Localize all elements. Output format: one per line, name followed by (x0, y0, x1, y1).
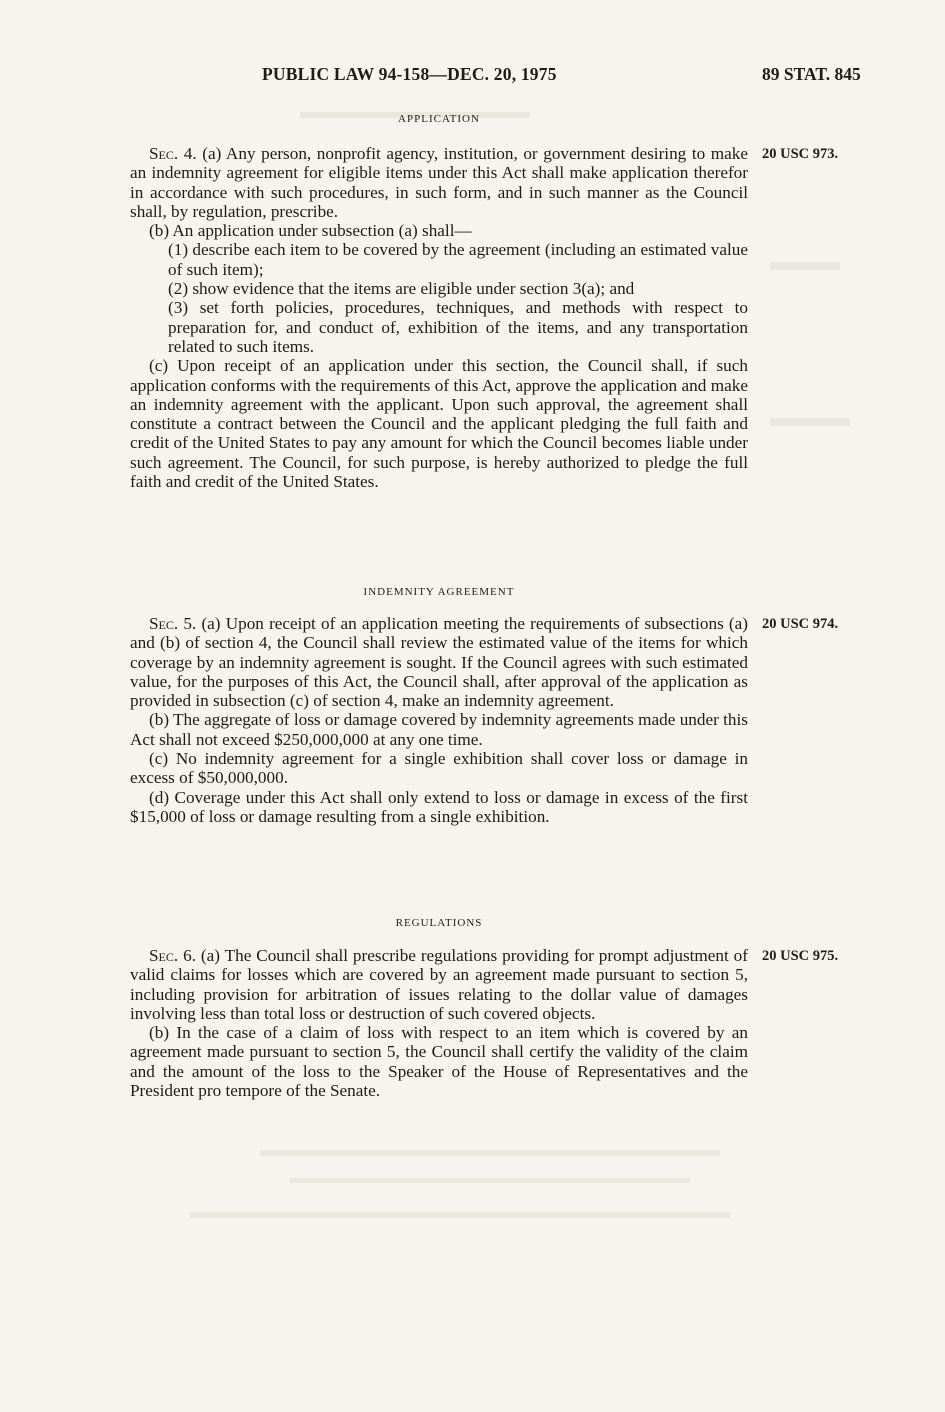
section-5-body (130, 614, 748, 826)
section-4-b1: (1) describe each item to be covered by the agreement (including an estimated value of such item); (168, 240, 748, 279)
section-6-a (130, 946, 748, 1023)
section-5-d: (d) Coverage under this Act shall only extend to loss or damage in excess of the first $15,000 of loss or damage resulting from a single exhibition. (130, 787, 748, 826)
section-6-b: (b) In the case of a claim of loss with respect to an item which is covered by an agreement made pursuant to section 5, the Council shall certify the validity of the claim and the amount of the loss to the Speaker of the House of Representatives and the President pro tempore of the Senate. (130, 1023, 748, 1101)
section-4-label: Sec. 4. (149, 144, 197, 163)
section-6-body (130, 946, 748, 1100)
section-4-b2: (2) show evidence that the items are eligible under section 3(a); and (168, 279, 635, 299)
section-4-a-text: (a) Any person, nonprofit agency, institution, or government desiring to make an indemnity agreement for eligible items under this Act shall make application therefor in accordance with such procedures, in such form, and in such manner as the Council shall, by regulation, prescribe. (130, 144, 748, 221)
section-5-a-text: (a) Upon receipt of an application meeting the requirements of subsections (a) and (b) of section 4, the Council shall review the estimated value of the items for which coverage by an indemnity agreement is sought. If the Council agrees with such estimated value, for the purposes of this Act, the Council shall, after approval of the application as provided in subsection (c) of section 4, make an indemnity agreement. (130, 614, 749, 711)
margin-citation-975: 20 USC 975. (762, 948, 839, 964)
bleed-through-mark (770, 262, 840, 270)
section-4-b: (b) An application under subsection (a) shall— (149, 221, 472, 241)
section-4-body (130, 144, 748, 491)
margin-citation-974: 20 USC 974. (762, 616, 839, 632)
section-5-label: Sec. 5. (149, 614, 197, 633)
section-heading-application: APPLICATION (398, 113, 480, 125)
section-heading-regulations: REGULATIONS (395, 917, 483, 929)
bleed-through-mark (290, 1178, 690, 1183)
running-head: PUBLIC LAW 94-158—DEC. 20, 1975 (262, 64, 557, 84)
section-5-a (130, 614, 748, 710)
section-4-c: (c) Upon receipt of an application under this section, the Council shall, if such application conforms with the requirements of this Act, approve the application and make an indemnity agreement with the applicant. Upon such approval, the agreement shall constitute a contract between the Council and the applicant pledging the full faith and credit of the United States to pay any amount for which the Council becomes liable under such agreement. The Council, for such purpose, is hereby authorized to pledge the full faith and credit of the United States. (130, 356, 748, 492)
section-5-b: (b) The aggregate of loss or damage covered by indemnity agreements made under this Act shall not exceed $250,000,000 at any one time. (130, 710, 748, 749)
margin-citation-973: 20 USC 973. (762, 146, 839, 162)
bleed-through-mark (260, 1150, 720, 1156)
section-4-b3: (3) set forth policies, procedures, techniques, and methods with respect to preparation for, and conduct of, exhibition of the items, and any transportation related to such items. (168, 298, 748, 356)
bleed-through-mark (190, 1212, 730, 1218)
bleed-through-mark (770, 418, 850, 426)
section-4-a (130, 144, 748, 221)
section-6-a-text: (a) The Council shall prescribe regulations providing for prompt adjustment of valid claims for losses which are covered by an agreement made pursuant to section 5, including provision for arbitration of issues relating to the dollar value of damages involving less than total loss or destruction of such covered objects. (130, 946, 749, 1023)
section-6-label: Sec. 6. (149, 946, 196, 965)
statute-page-number: 89 STAT. 845 (762, 64, 861, 84)
section-5-c: (c) No indemnity agreement for a single exhibition shall cover loss or damage in excess of $50,000,000. (130, 749, 748, 788)
section-heading-indemnity: INDEMNITY AGREEMENT (363, 586, 515, 598)
